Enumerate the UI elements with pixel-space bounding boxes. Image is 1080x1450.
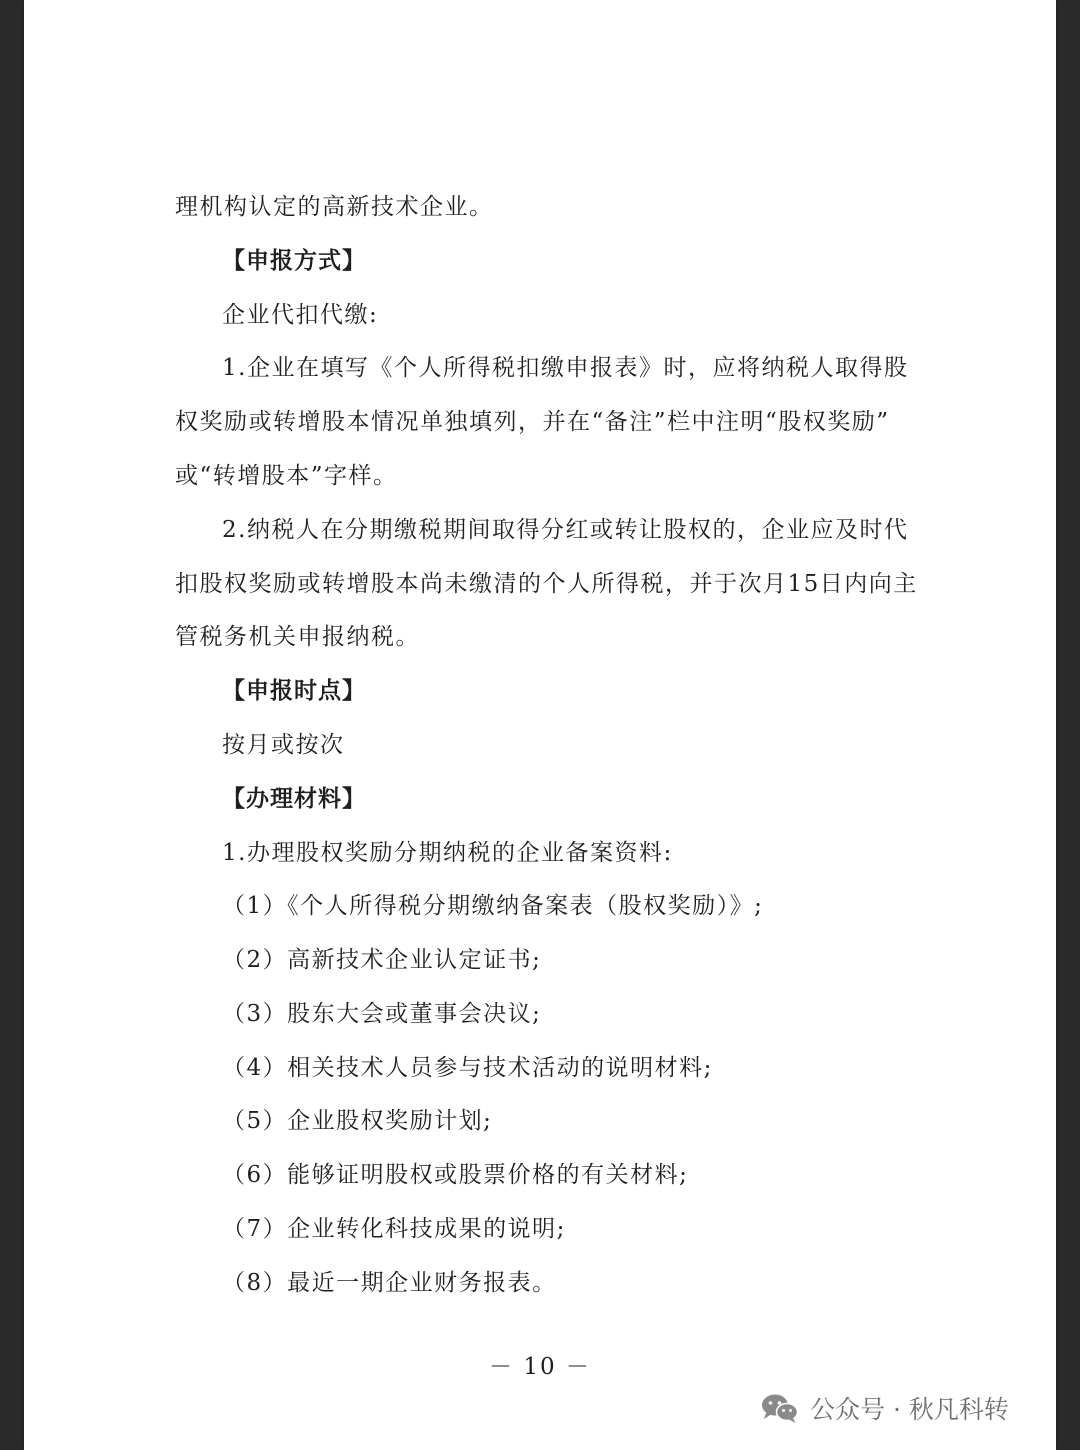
text-line: 权奖励或转增股本情况单独填列，并在“备注”栏中注明“股权奖励” [175, 409, 890, 435]
list-item: （4）相关技术人员参与技术活动的说明材料; [222, 1055, 713, 1081]
section-heading-filing-time: 【申报时点】 [222, 677, 366, 704]
text-line: 或“转增股本”字样。 [175, 463, 398, 489]
watermark-text: 公众号 · 秋凡科转 [810, 1395, 1009, 1424]
list-item: （6）能够证明股权或股票价格的有关材料; [222, 1162, 689, 1188]
list-item: （7）企业转化科技成果的说明; [222, 1216, 566, 1242]
text-line: 1.企业在填写《个人所得税扣缴申报表》时，应将纳税人取得股 [222, 355, 909, 381]
list-item: （3）股东大会或董事会决议; [222, 1001, 542, 1027]
list-item: （5）企业股权奖励计划; [222, 1108, 493, 1134]
text-line: 1.办理股权奖励分期纳税的企业备案资料: [222, 840, 673, 866]
list-item: （8）最近一期企业财务报表。 [222, 1270, 557, 1296]
text-line: 扣股权奖励或转增股本尚未缴清的个人所得税，并于次月15日内向主 [175, 571, 918, 597]
watermark [760, 1386, 1009, 1430]
page-number: － 10 － [489, 1354, 591, 1380]
text-line: 企业代扣代缴: [222, 302, 379, 328]
section-heading-materials: 【办理材料】 [222, 785, 366, 812]
list-item: （2）高新技术企业认定证书; [222, 947, 542, 973]
text-line: 2.纳税人在分期缴税期间取得分红或转让股权的，企业应及时代 [222, 517, 909, 543]
text-line: 管税务机关申报纳税。 [175, 624, 420, 650]
text-line: 理机构认定的高新技术企业。 [175, 194, 494, 220]
section-heading-filing-method: 【申报方式】 [222, 247, 366, 274]
list-item: （1）《个人所得税分期缴纳备案表（股权奖励）》; [222, 893, 764, 919]
text-line: 按月或按次 [222, 732, 345, 758]
wechat-icon [760, 1392, 800, 1424]
